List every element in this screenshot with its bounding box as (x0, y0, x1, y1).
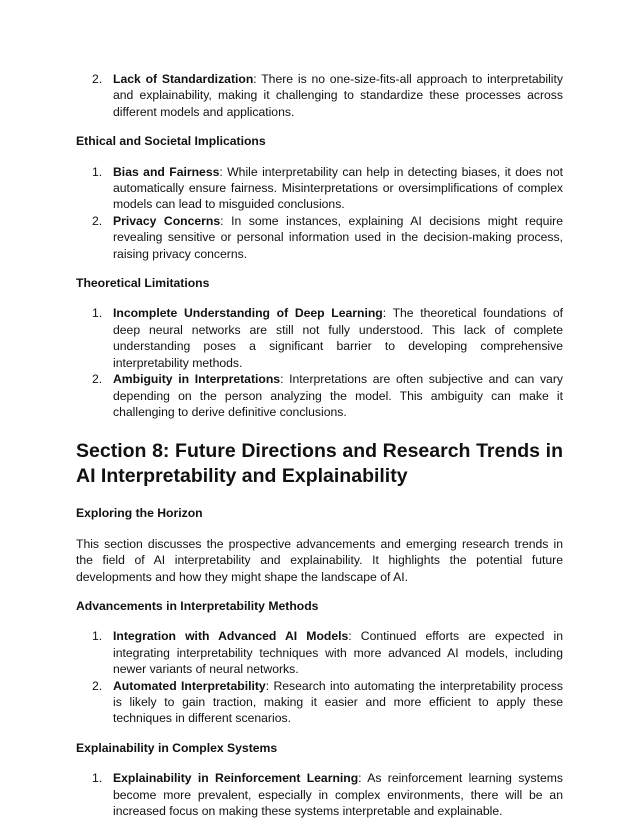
list-text: : Research into automating the interpretability process is likely to gain traction, making it easier and more efficient to apply these techniques in different scenarios. (113, 678, 563, 726)
list-term: Explainability in Reinforcement Learning (113, 771, 359, 786)
list-text: : There is no one-size-fits-all approach to interpretability and explainability, making it challenging to standardize these processes across different models and applications. (113, 72, 563, 119)
list-number: 2. (92, 213, 103, 228)
list-item (76, 371, 563, 420)
ethical-heading: Ethical and Societal Implications (76, 134, 266, 149)
list-text: : As reinforcement learning systems become more prevalent, especially in complex environments, there will be an increased focus on making these systems interpretable and explainable. (113, 771, 563, 818)
list-item (76, 770, 563, 819)
list-number: 1. (92, 306, 103, 321)
list-term: Integration with Advanced AI Models (113, 629, 349, 644)
theoretical-heading: Theoretical Limitations (76, 276, 210, 291)
list-term: Privacy Concerns (113, 213, 221, 228)
list-number: 1. (92, 771, 103, 786)
list-number: 1. (92, 164, 103, 179)
list-number: 2. (92, 678, 103, 693)
section-title: Section 8: Future Directions and Research Trends in AI Interpretability and Explainability (76, 440, 563, 488)
advancements-heading: Advancements in Interpretability Methods (76, 598, 319, 613)
list-text: : In some instances, explaining AI decisions might require revealing sensitive or personal information used in the decision-making process, raising privacy concerns. (113, 213, 563, 261)
list-term: Ambiguity in Interpretations (113, 372, 281, 387)
list-term: Lack of Standardization (113, 72, 254, 86)
list-item (76, 678, 563, 727)
list-text: : Interpretations are often subjective and can vary depending on the person analyzing the model. This ambiguity can make it challenging to derive definitive conclusions. (113, 372, 563, 419)
horizon-heading: Exploring the Horizon (76, 506, 203, 521)
list-item (76, 71, 563, 120)
list-item (76, 305, 563, 371)
ethical-list (76, 164, 563, 262)
list-number: 1. (92, 629, 103, 644)
intro-list (76, 71, 563, 120)
list-term: Incomplete Understanding of Deep Learning (113, 306, 383, 321)
page-content (76, 71, 563, 819)
list-text: : The theoretical foundations of deep neural networks are still not fully understood. This lack of complete understanding poses a significant barrier to developing comprehensive interpretability methods. (113, 306, 563, 370)
list-number: 2. (92, 72, 103, 86)
horizon-paragraph: This section discusses the prospective advancements and emerging research trends in the field of AI interpretability and explainability. It highlights the potential future developments and how they might shape the landscape of AI. (76, 536, 563, 584)
complex-heading: Explainability in Complex Systems (76, 740, 278, 755)
list-number: 2. (92, 372, 103, 387)
list-item (76, 164, 563, 213)
list-term: Automated Interpretability (113, 678, 266, 693)
list-text: : Continued efforts are expected in integrating interpretability techniques with more advanced AI models, including newer variants of neural networks. (113, 629, 563, 677)
advancements-list (76, 628, 563, 726)
list-term: Bias and Fairness (113, 164, 220, 179)
complex-list (76, 770, 563, 819)
list-text: : While interpretability can help in detecting biases, it does not automatically ensure fairness. Misinterpretations or oversimplifications of complex models can lead to misguided conclusions. (113, 164, 563, 212)
list-item (76, 628, 563, 677)
theoretical-list (76, 305, 563, 420)
list-item (76, 213, 563, 262)
